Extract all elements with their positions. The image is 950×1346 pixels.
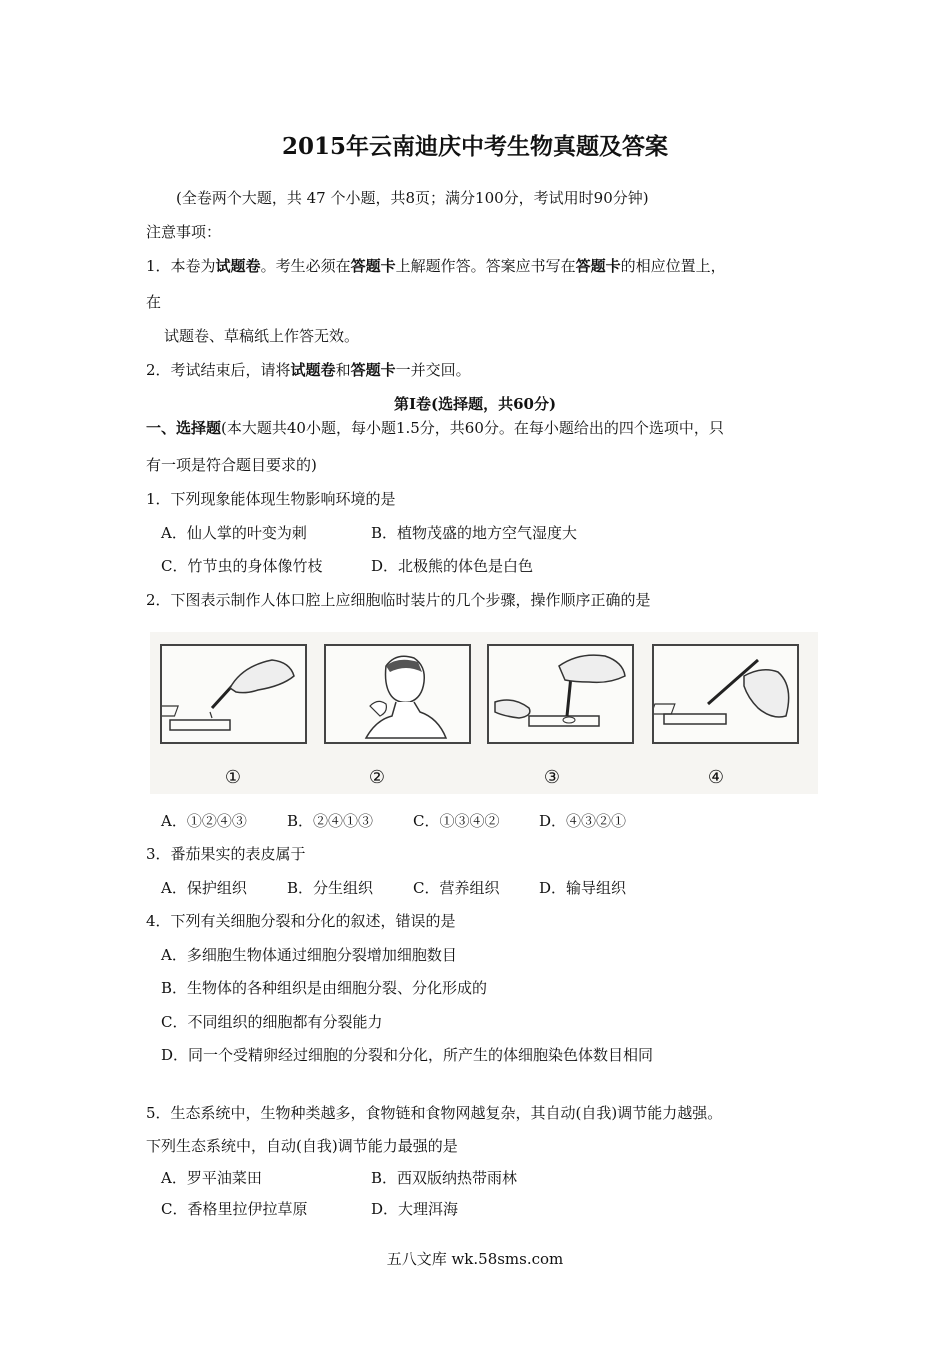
q1-option-d: D．北极熊的体色是白色 (371, 557, 534, 575)
q1-stem: 1．下列现象能体现生物影响环境的是 (146, 490, 396, 508)
q3-option-a: A．保护组织 (161, 879, 247, 897)
step-3-label: ③ (543, 767, 561, 788)
note-1-wrap: 在 (146, 293, 162, 311)
person-rinsing-icon (326, 646, 469, 742)
q5-option-b: B．西双版纳热带雨林 (371, 1169, 518, 1187)
note-text: 上解题作答。答案应书写在 (395, 257, 576, 275)
note-1-cont: 试题卷、草稿纸上作答无效。 (164, 327, 360, 345)
q5-option-c: C．香格里拉伊拉草原 (161, 1200, 308, 1218)
part-heading: 第Ⅰ卷(选择题，共60分) (393, 395, 557, 413)
q2-stem: 2．下图表示制作人体口腔上应细胞临时装片的几个步骤，操作顺序正确的是 (146, 591, 651, 609)
q3-option-d: D．输导组织 (539, 879, 627, 897)
q1-option-c: C．竹节虫的身体像竹枝 (161, 557, 323, 575)
step-1-panel (160, 644, 307, 744)
q2-option-c: C．①③④② (413, 812, 500, 830)
q2-option-a: A．①②④③ (161, 812, 247, 830)
note-bold: 答题卡 (575, 257, 621, 275)
q2-option-b: B．②④①③ (287, 812, 374, 830)
section-heading (146, 418, 724, 438)
q3-stem: 3．番茄果实的表皮属于 (146, 845, 306, 863)
page-title: 2015年云南迪庆中考生物真题及答案 (281, 133, 668, 160)
q4-option-c: C．不同组织的细胞都有分裂能力 (161, 1013, 383, 1031)
step-4-label: ④ (707, 767, 725, 788)
q3-option-b: B．分生组织 (287, 879, 374, 897)
note-bold: 试题卷 (290, 361, 336, 379)
note-bold: 答题卡 (350, 257, 396, 275)
dropper-hand-icon (162, 646, 305, 742)
step-2-panel (324, 644, 471, 744)
footer-watermark: 五八文库 wk.58sms.com (386, 1250, 564, 1268)
q4-option-b: B．生物体的各种组织是由细胞分裂、分化形成的 (161, 979, 488, 997)
note-text: 2．考试结束后，请将 (146, 361, 291, 379)
q1-option-a: A．仙人掌的叶变为刺 (161, 524, 307, 542)
q3-option-c: C．营养组织 (413, 879, 500, 897)
q1-option-b: B．植物茂盛的地方空气湿度大 (371, 524, 578, 542)
note-1 (146, 256, 726, 276)
exam-info: (全卷两个大题，共 47 个小题，共8页；满分100分，考试用时90分钟) (176, 189, 649, 207)
notice-heading: 注意事项： (146, 223, 222, 241)
q4-stem: 4．下列有关细胞分裂和分化的叙述，错误的是 (146, 912, 456, 930)
q5-option-d: D．大理洱海 (371, 1200, 459, 1218)
slide-preparation-figure (150, 632, 818, 794)
note-text: 和 (335, 361, 351, 379)
q5-stem: 5．生态系统中，生物种类越多，食物链和食物网越复杂，其自动(自我)调节能力越强。 (146, 1104, 723, 1122)
step-2-label: ② (368, 767, 386, 788)
note-2 (146, 360, 471, 380)
step-4-panel (652, 644, 799, 744)
q5-option-a: A．罗平油菜田 (161, 1169, 262, 1187)
tweezers-hand-icon (654, 646, 797, 742)
q4-option-a: A．多细胞生物体通过细胞分裂增加细胞数目 (161, 946, 457, 964)
step-1-label: ① (224, 767, 242, 788)
q5-stem-cont: 下列生态系统中，自动(自我)调节能力最强的是 (146, 1137, 458, 1155)
q4-option-d: D．同一个受精卵经过细胞的分裂和分化，所产生的体细胞染色体数目相同 (161, 1046, 654, 1064)
section-text: (本大题共40小题，每小题1.5分，共60分。在每小题给出的四个选项中，只 (221, 419, 724, 437)
note-text: 。考生必须在 (260, 257, 351, 275)
note-text: 的相应位置上， (620, 257, 726, 275)
note-text: 1．本卷为 (146, 257, 216, 275)
smear-hand-icon (489, 646, 632, 742)
step-3-panel (487, 644, 634, 744)
section-bold: 一、选择题 (146, 419, 222, 437)
note-bold: 答题卡 (350, 361, 396, 379)
section-heading-cont: 有一项是符合题目要求的) (146, 456, 317, 474)
note-text: 一并交回。 (395, 361, 471, 379)
q2-option-d: D．④③②① (539, 812, 627, 830)
note-bold: 试题卷 (215, 257, 261, 275)
